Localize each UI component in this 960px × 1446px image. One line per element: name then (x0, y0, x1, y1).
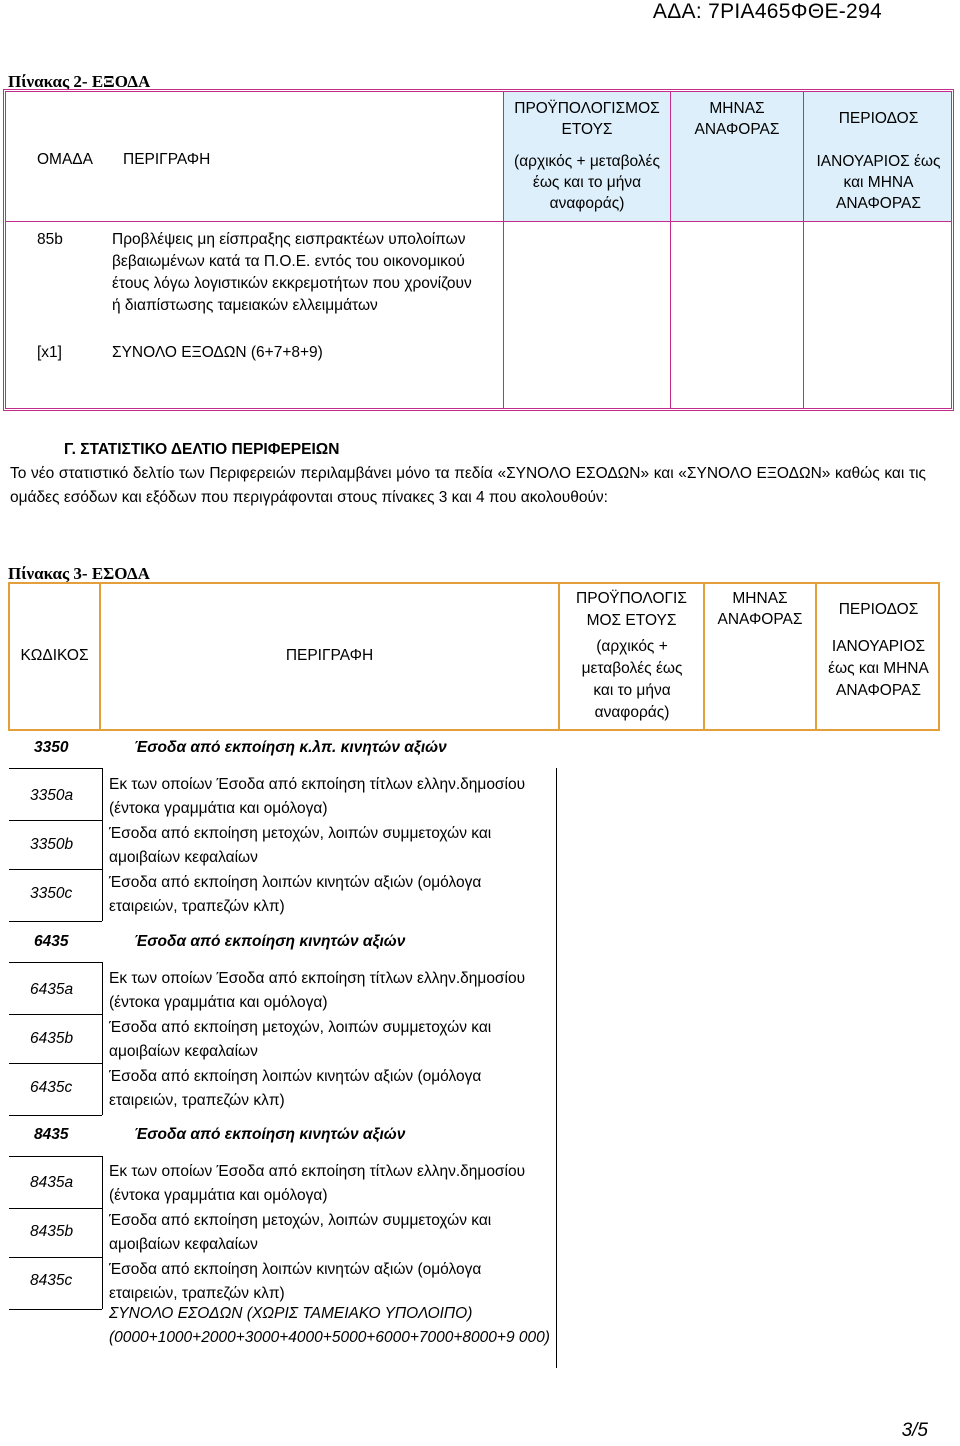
row-description: Προβλέψεις μη είσπραξης εισπρακτέων υπολοίπων βεβαιωμένων κατά τα Π.Ο.Ε. εντός του οικονομικού έτους λόγω λογιστικών εκκρεμοτήτων που χρονίζουν ή διαπίστωσης ταμειακών ελλειμμάτων (112, 231, 472, 314)
total-revenue: ΣΥΝΟΛΟ ΕΣΟΔΩΝ (ΧΩΡΙΣ ΤΑΜΕΙΑΚΟ ΥΠΟΛΟΙΠΟ) (0000+1000+2000+3000+4000+5000+6000+7000+8000+9 000) (109, 1305, 550, 1346)
sub-code: 3350b (30, 836, 74, 853)
row-divider (9, 921, 102, 922)
row-divider (9, 820, 102, 821)
header-month: ΜΗΝΑΣ ΑΝΑΦΟΡΑΣ (694, 100, 780, 138)
row-divider (9, 1309, 102, 1310)
sub-description: Έσοδα από εκποίηση λοιπών κινητών αξιών (ομόλογα εταιρειών, τραπεζών κλπ) (109, 874, 482, 915)
col-divider (670, 92, 671, 408)
header-budget-line2: ΜΟΣ ΕΤΟΥΣ (586, 612, 677, 629)
sub-description: Έσοδα από εκποίηση μετοχών, λοιπών συμμετοχών και αμοιβαίων κεφαλαίων (109, 825, 492, 866)
sub-description: Εκ των οποίων Έσοδα από εκποίηση τίτλων ελλην.δημοσίου (έντοκα γραμμάτια και ομόλογα) (109, 1163, 526, 1204)
row-divider (9, 1208, 102, 1209)
row-divider (9, 1156, 102, 1157)
sub-description: Έσοδα από εκποίηση λοιπών κινητών αξιών (ομόλογα εταιρειών, τραπεζών κλπ) (109, 1068, 482, 1109)
row-divider (9, 869, 102, 870)
header-budget: ΠΡΟΫΠΟΛΟΓΙΣΜΟΣ ΕΤΟΥΣ (514, 100, 660, 138)
col-divider (556, 768, 557, 1368)
sub-description: Εκ των οποίων Έσοδα από εκποίηση τίτλων ελλην.δημοσίου (έντοκα γραμμάτια και ομόλογα) (109, 776, 526, 817)
header-budget-line1: ΠΡΟΫΠΟΛΟΓΙΣ (576, 590, 687, 607)
header-budget-sub: (αρχικός + μεταβολές έως και το μήνα αναφοράς) (581, 638, 683, 721)
row-code: [x1] (37, 344, 62, 361)
header-code: ΚΩΔΙΚΟΣ (20, 647, 89, 664)
sub-code: 6435c (30, 1079, 73, 1096)
sub-code: 8435c (30, 1272, 73, 1289)
row-divider (9, 768, 102, 769)
sub-description: Έσοδα από εκποίηση μετοχών, λοιπών συμμετοχών και αμοιβαίων κεφαλαίων (109, 1019, 492, 1060)
sub-code: 6435a (30, 981, 74, 998)
group-title: Έσοδα από εκποίηση κ.λπ. κινητών αξιών (134, 739, 447, 756)
header-period-sub: ΙΑΝΟΥΑΡΙΟΣ έως και ΜΗΝΑ ΑΝΑΦΟΡΑΣ (828, 638, 929, 699)
header-period: ΠΕΡΙΟΔΟΣ (838, 601, 919, 618)
header-description: ΠΕΡΙΓΡΑΦΗ (285, 647, 374, 664)
section-g (10, 438, 926, 510)
section-g-body: Το νέο στατιστικό δελτίο των Περιφερειών περιλαμβάνει μόνο τα πεδία «ΣΥΝΟΛΟ ΕΣΟΔΩΝ» και «ΣΥΝΟΛΟ ΕΞΟΔΩΝ» καθώς και τις ομάδες εσόδων και εξόδων που περιγράφονται στους πίνακες 3 και 4 που ακολουθούν: (10, 465, 926, 506)
col-divider (102, 962, 103, 1115)
row-divider (9, 1257, 102, 1258)
group-title: Έσοδα από εκποίηση κινητών αξιών (134, 1126, 406, 1143)
row-divider (9, 1063, 102, 1064)
row-code: 85b (37, 231, 63, 248)
col-divider (102, 768, 103, 921)
header-divider (6, 221, 951, 222)
sub-description: Έσοδα από εκποίηση λοιπών κινητών αξιών (ομόλογα εταιρειών, τραπεζών κλπ) (109, 1261, 482, 1302)
sub-code: 3350c (30, 885, 73, 902)
header-description: ΠΕΡΙΓΡΑΦΗ (123, 151, 211, 168)
header-period: ΠΕΡΙΟΔΟΣ (838, 110, 919, 127)
group-code: 3350 (34, 739, 69, 756)
sub-code: 6435b (30, 1030, 74, 1047)
table3-header (8, 582, 940, 731)
group-title: Έσοδα από εκποίηση κινητών αξιών (134, 933, 406, 950)
sub-code: 8435a (30, 1174, 74, 1191)
table2 (3, 89, 954, 411)
table2-title: Πίνακας 2- ΕΞΟΔΑ (8, 72, 151, 91)
header-budget-sub: (αρχικός + μεταβολές έως και το μήνα αναφοράς) (514, 153, 660, 212)
row-divider (9, 1115, 102, 1116)
table3-title: Πίνακας 3- ΕΣΟΔΑ (8, 564, 150, 583)
header-group: ΟΜΑΔΑ (37, 151, 93, 168)
sub-description: Έσοδα από εκποίηση μετοχών, λοιπών συμμετοχών και αμοιβαίων κεφαλαίων (109, 1212, 492, 1253)
ada-code: ΑΔΑ: 7ΡΙΑ465ΦΘΕ-294 (652, 0, 882, 23)
row-description: ΣΥΝΟΛΟ ΕΞΟΔΩΝ (6+7+8+9) (112, 344, 323, 361)
col-divider (503, 92, 504, 408)
page-number: 3/5 (901, 1420, 928, 1441)
sub-description: Εκ των οποίων Έσοδα από εκποίηση τίτλων ελλην.δημοσίου (έντοκα γραμμάτια και ομόλογα) (109, 970, 526, 1011)
header-month: ΜΗΝΑΣ ΑΝΑΦΟΡΑΣ (717, 590, 803, 628)
row-divider (9, 1014, 102, 1015)
section-g-heading: Γ. ΣΤΑΤΙΣΤΙΚΟ ΔΕΛΤΙΟ ΠΕΡΙΦΕΡΕΙΩΝ (64, 441, 340, 458)
header-period-sub: ΙΑΝΟΥΑΡΙΟΣ έως και ΜΗΝΑ ΑΝΑΦΟΡΑΣ (816, 153, 941, 212)
row-divider (9, 962, 102, 963)
group-code: 8435 (34, 1126, 69, 1143)
sub-code: 8435b (30, 1223, 74, 1240)
col-divider (803, 92, 804, 408)
col-divider (102, 1156, 103, 1309)
sub-code: 3350a (30, 787, 74, 804)
group-code: 6435 (34, 933, 69, 950)
